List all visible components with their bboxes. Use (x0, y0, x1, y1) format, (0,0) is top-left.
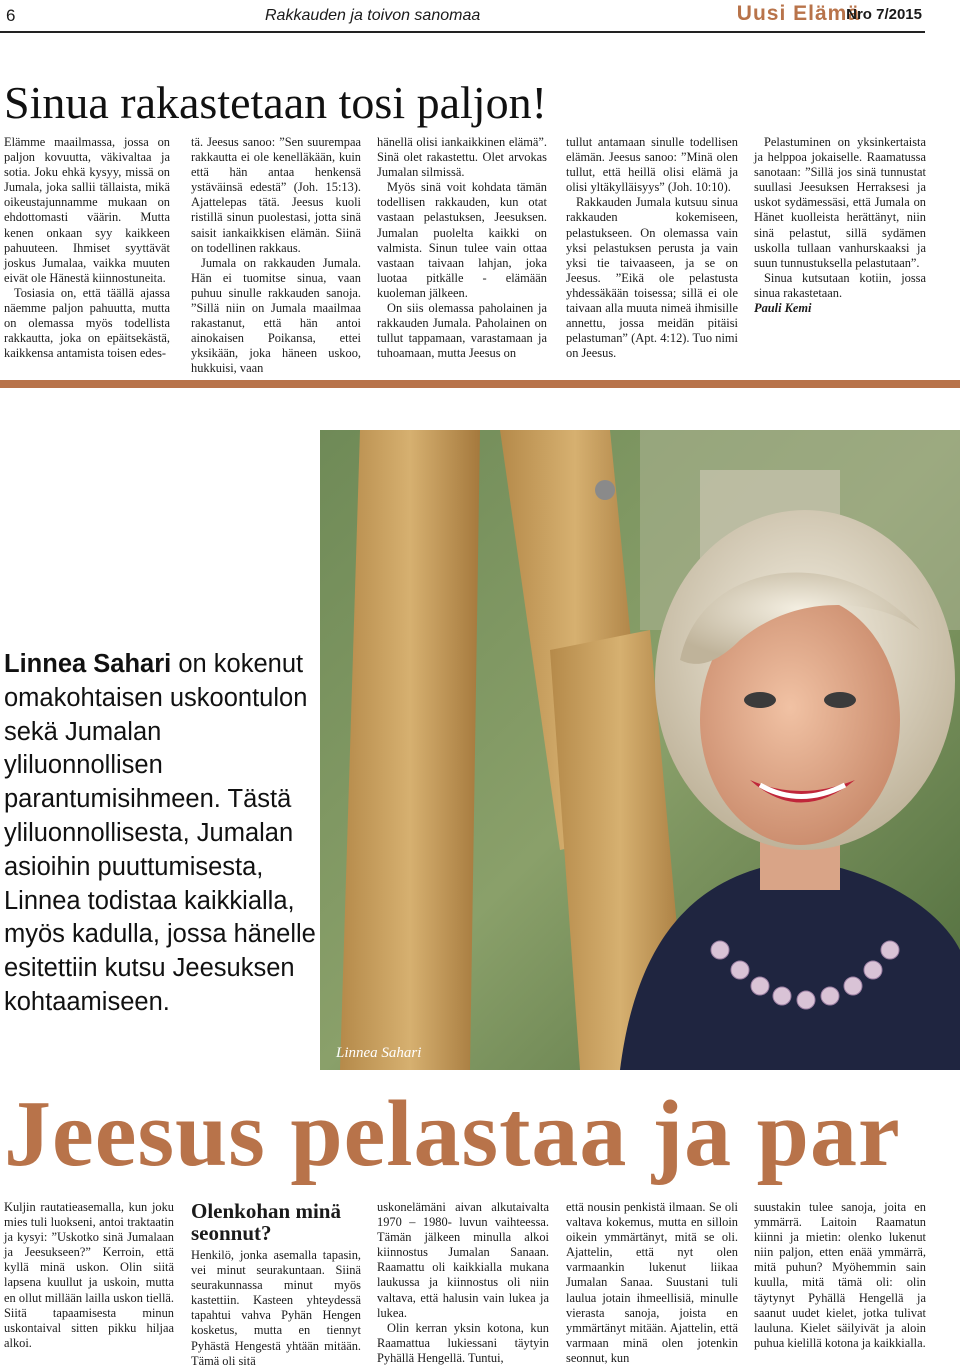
article2-headline: Jeesus pelastaa ja par (4, 1082, 901, 1186)
section-divider (0, 380, 960, 388)
paragraph: Rakkauden Jumala kutsuu sinua rakkauden kokemiseen, pelastukseen. On olemassa vain yksi pelastuksen perusta ja vain yksi tie taivaaseen, ja se on Jeesus. ”Eikä ole pelastusta yhdessäkään toisessa; sillä ei ole taivaan alla muuta nimeä ihmisille annettu, jossa meidän pitäisi pelastuman” (Apt. 4:12). Tuo nimi on Jeesus. (566, 195, 738, 361)
article-column-4 (566, 135, 738, 370)
intro-text: on kokenut omakohtaisen uskoontulon sekä Jumalan yliluonnollisen parantumisihmeen. Tästä yliluonnollisesta, Jumalan asioihin puuttumisesta, Linnea todistaa kaikkialla, myös kadulla, jossa hänelle esitettiin kutsu Jeesuksen kohtaamiseen. (4, 650, 316, 1016)
brand-logo: Uusi Elämä (736, 2, 860, 25)
article-column-2 (191, 135, 361, 376)
paragraph: Olin kerran yksin kotona, kun Raamattua lukiessani täytyin Pyhällä Hengellä. Tuntui, (377, 1320, 549, 1365)
paragraph: Myös sinä voit kohdata tämän todellisen rakkauden, kun otat vastaan pelastuksen, Jeesuksen. Jumalan puolelta kaikki on valmista. Sinun tulee vain ottaa vastaan taivaan lahjan, joka luotaa pitkälle - elämään kuoleman jälkeen. (377, 180, 547, 300)
issue-number: Nro 7/2015 (846, 6, 922, 23)
paragraph: hänellä olisi iankaikkinen elämä”. Sinä olet rakastettu. Olet arvokas Jumalan silmissä. (377, 135, 547, 180)
subheading: Olenkohan minä seonnut? (191, 1199, 341, 1245)
page-number: 6 (6, 6, 16, 25)
photo-caption: Linnea Sahari (336, 1045, 422, 1061)
article-column-5 (754, 135, 926, 370)
paragraph: Pelastuminen on yksinkertaista ja helppoa jokaiselle. Raamatussa sanotaan: ”Sillä jos sinä tunnustat suullasi Jeesuksen Herraksesi ja uskot sydämessäsi, että Jumala on Hänet kuolleista herättänyt, niin sinä pelastut, sillä sydämen uskolla tullaan vanhurskaaksi ja suun tunnustuksella pelastutaan”. (754, 135, 926, 270)
article2-column-4 (566, 1200, 738, 1365)
article-column-3 (377, 135, 547, 370)
article-body (0, 135, 960, 376)
paragraph: Tosiasia on, että täällä ajassa näemme paljon pahuutta, mutta on olemassa myös todellista rakkautta, joka on epäitsekästä, kaikkensa antamista toisen edes- (4, 285, 170, 361)
article2-column-5 (754, 1200, 926, 1353)
intro-name: Linnea Sahari (4, 650, 172, 678)
intro-paragraph (4, 648, 316, 1020)
author-byline: Pauli Kemi (754, 301, 812, 316)
article2-column-2 (191, 1199, 361, 1368)
header-divider (0, 31, 925, 33)
paragraph: Elämme maailmassa, jossa on paljon kovuutta, väkivaltaa ja sotia. Joku ehkä kysyy, missä on Jumala, joka sallii tällaista, mikä oikeustajunnamme mukaan on ehdottomasti väärin. Mutta kenen onkaan syy kaikkeen pahuuteen. Ihmiset syyttävät joskus Jumalaa, vaikka muuten eivät ole Hänestä kiinnostuneita. (4, 135, 170, 285)
paragraph: tä. Jeesus sanoo: ”Sen suurempaa rakkautta ei ole kenelläkään, kuin että hän antaa henkensä ystäväinsä edestä” (Joh. 15:13). Ajattelepas tätä. Jeesus kuoli ristillä sinun puolestasi, jotta sinä saisit iankaikkisen elämän. Siinä on todellinen rakkaus. (191, 135, 361, 255)
portrait-photo (320, 430, 960, 1070)
paragraph: että nousin penkistä ilmaan. Se oli valtava kokemus, mutta en silloin oikein ymmärtänyt, mitä se oli. Ajattelin, että nyt olen varmaankin lukenut liikaa Jumalan Sanaa. Suustani tuli laulua jotain ihmeellisiä, minulle vierasta sanoja, joista en ymmärtänyt mitään. Ajattelin, että varmaan minä olen jotenkin seonnut, kun (566, 1200, 738, 1365)
article2-column-3 (377, 1200, 549, 1365)
article-column-1 (4, 135, 170, 370)
paragraph: uskonelämäni aivan alkutaivalta 1970 – 1980- luvun vaihteessa. Tämän jälkeen minulla alkoi kiinnostus Jumalan Sanaan. Raamattu oli kaikkialla mukana laukussa ja kiinnostus oli niin valtava, että halusin vain lukea ja lukea. (377, 1200, 549, 1320)
paragraph: On siis olemassa paholainen ja rakkauden Jumala. Paholainen on tullut tappamaan, varastamaan ja tuhoamaan, mutta Jeesus on (377, 301, 547, 361)
article2-body (0, 1199, 960, 1368)
article-headline: Sinua rakastetaan tosi paljon! (4, 77, 547, 128)
paragraph: Sinua kutsutaan kotiin, jossa sinua rakastetaan. (754, 270, 926, 300)
portrait-illustration (320, 430, 960, 1070)
paper-title: Rakkauden ja toivon sanomaa (265, 7, 481, 24)
paragraph: Jumala on rakkauden Jumala. Hän ei tuomitse sinua, vaan puhuu sinulle rakkauden sanoja. ”Sillä niin on Jumala maailmaa rakastanut, että hän antoi ainokaisen Poikansa, ettei yksikään, joka häneen uskoo, hukkuisi, vaan (191, 255, 361, 376)
paragraph: suustakin tulee sanoja, joita en ymmärrä. Laitoin Raamatun kiinni ja mietin: olenko lukenut niin paljon, etten enää ymmärrä, mitä puhun? Myöhemmin sain kuulla, mitä tämä oli: olin täytynyt Pyhällä Hengellä ja saanut uudet kielet, jotka tulivat lauluna. Kielet säilyivät ja aloin puhua kielillä kotona ja kaikkialla. (754, 1200, 926, 1350)
paragraph: Henkilö, jonka asemalla tapasin, vei minut seurakuntaan. Siinä seurakunnassa minut myös kastettiin. Kasteen yhteydessä tapahtui vahva Pyhän Hengen kosketus, mutta en tiennyt Pyhästä Hengestä yhtään mitään. Tämä oli sitä (191, 1248, 361, 1368)
paragraph: tullut antamaan sinulle todellisen elämän. Jeesus sanoo: ”Minä olen tullut, että heillä olisi elämä ja olisi yltäkylläisyys” (Joh. 10:10). (566, 135, 738, 195)
page-header (0, 0, 960, 34)
paragraph: Kuljin rautatieasemalla, kun joku mies tuli luokseni, antoi traktaatin ja kysyi: ”Uskotko sinä Jumalaan ja Jeesukseen?” Kerroin, että kyllä minä uskon. Olin siitä lapsena kuullut ja uskoin, mutta en ollut millään lailla uskon tiellä. Siitä tapaamisesta minun uskontaival sitten pikku hiljaa alkoi. (4, 1200, 174, 1350)
article2-column-1 (4, 1200, 174, 1353)
